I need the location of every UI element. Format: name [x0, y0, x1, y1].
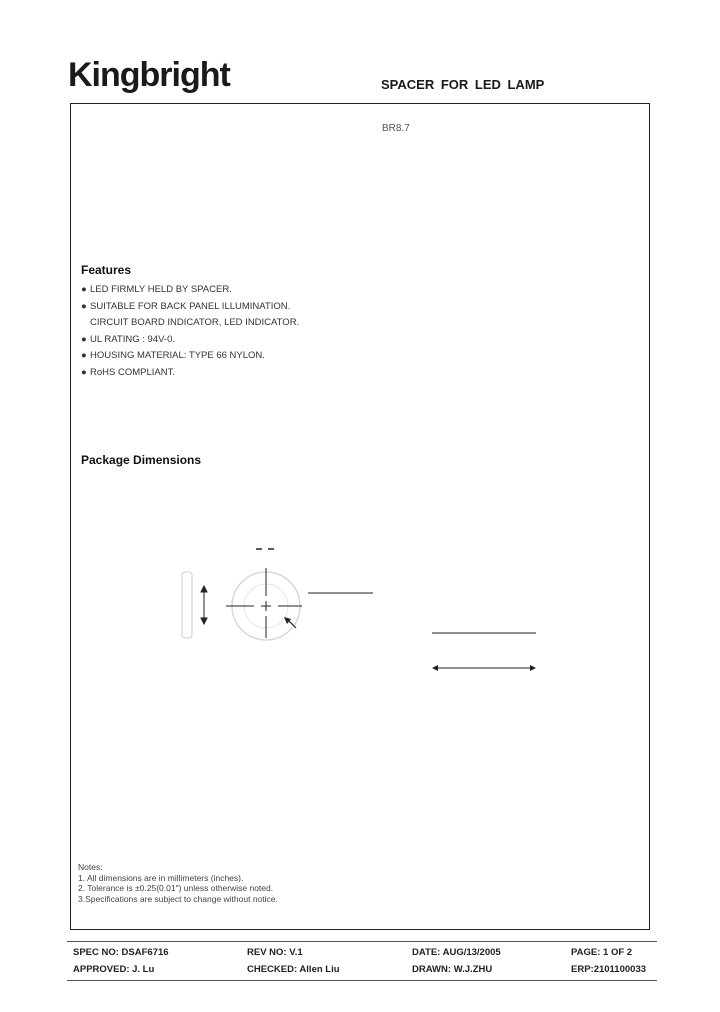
feature-text: HOUSING MATERIAL: TYPE 66 NYLON.	[90, 350, 265, 361]
features-list	[81, 282, 299, 381]
spec-number: SPEC NO: DSAF6716	[73, 947, 169, 958]
feature-item	[81, 299, 299, 316]
note-line: 1. All dimensions are in millimeters (inches).	[78, 872, 244, 883]
side-view-outline	[182, 572, 192, 638]
drawn-by: DRAWN: W.J.ZHU	[412, 964, 493, 975]
notes-label: Notes:	[78, 862, 103, 872]
brand-logo: Kingbright	[68, 56, 230, 94]
feature-item	[81, 315, 299, 332]
checked-by: CHECKED: Allen Liu	[247, 964, 340, 975]
feature-text: UL RATING : 94V-0.	[90, 333, 175, 345]
note-line: 3.Specifications are subject to change without notice.	[78, 893, 278, 904]
approved-by: APPROVED: J. Lu	[73, 964, 155, 975]
part-number: BR8.7	[382, 123, 410, 134]
feature-item	[81, 282, 299, 299]
document-title: SPACER FOR LED LAMP	[381, 77, 545, 92]
page-number: PAGE: 1 OF 2	[571, 947, 633, 958]
footer-bottom-divider	[67, 980, 657, 981]
footer-divider	[67, 941, 657, 942]
bullet-icon: ●	[81, 350, 87, 361]
features-heading: Features	[81, 263, 132, 277]
erp-number: ERP:2101100033	[571, 964, 647, 975]
feature-text: CIRCUIT BOARD INDICATOR, LED INDICATOR.	[90, 317, 300, 328]
side-view	[182, 572, 192, 638]
bullet-icon: ●	[81, 284, 87, 295]
bullet-icon: ●	[81, 300, 87, 312]
revision-number: REV NO: V.1	[247, 947, 303, 958]
date: DATE: AUG/13/2005	[412, 947, 501, 958]
note-line: 2. Tolerance is ±0.25(0.01") unless otherwise noted.	[78, 883, 274, 893]
bullet-icon: ●	[81, 333, 87, 345]
feature-text: SUITABLE FOR BACK PANEL ILLUMINATION.	[90, 300, 291, 312]
feature-text: LED FIRMLY HELD BY SPACER.	[90, 284, 232, 295]
feature-text: RoHS COMPLIANT.	[90, 366, 175, 378]
side-view-dimension	[201, 586, 207, 624]
package-dimensions-heading: Package Dimensions	[81, 453, 202, 467]
right-view	[432, 633, 536, 668]
feature-item	[81, 332, 299, 349]
notes-section	[78, 862, 278, 904]
content-frame	[70, 103, 650, 930]
package-dimensions-drawing	[170, 520, 550, 700]
front-view	[226, 568, 373, 640]
bullet-icon: ●	[81, 366, 87, 378]
feature-item	[81, 365, 299, 382]
feature-item	[81, 348, 299, 365]
